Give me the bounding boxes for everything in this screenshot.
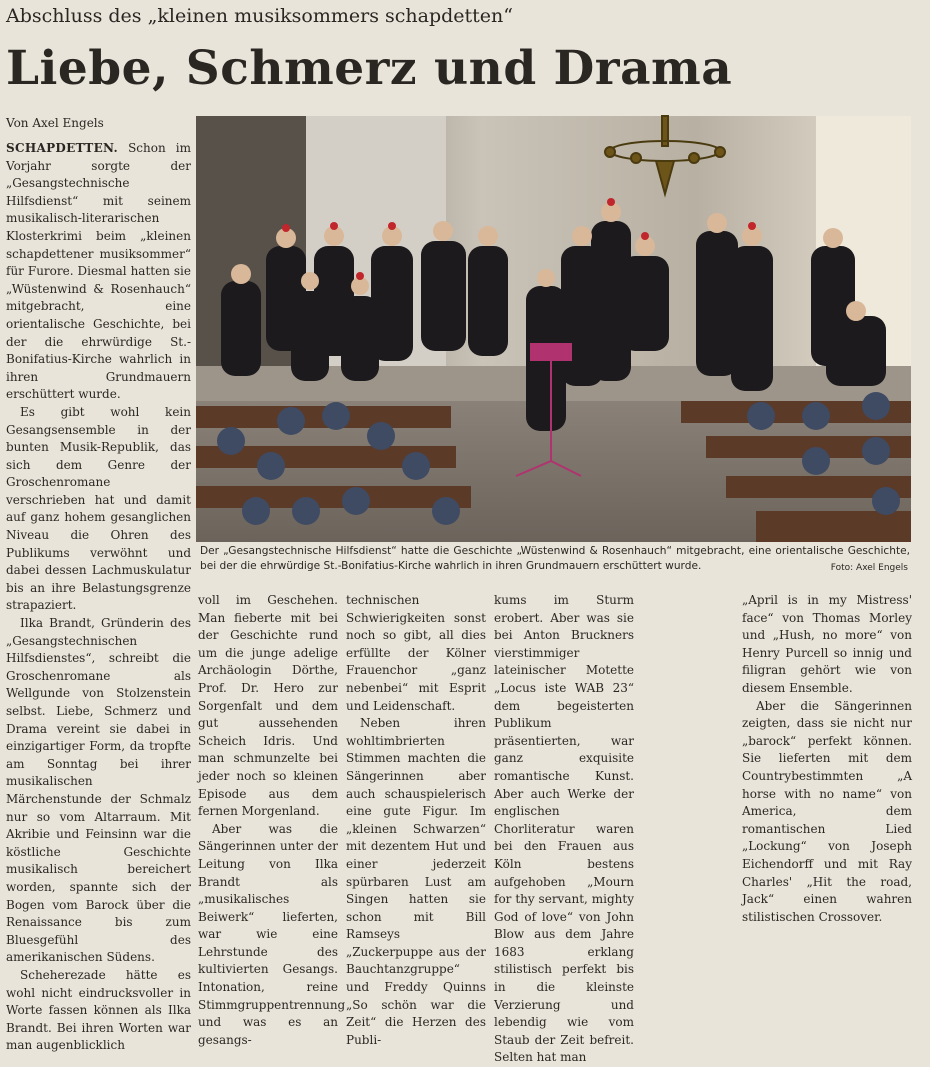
photo-caption: Der „Gesangstechnische Hilfsdienst“ hatte die Geschichte „Wüstenwind & Rosenhauch“ mitgebracht, eine orientalische Geschichte, bei der die ehrwürdige St.-Bonifatius-Kirche wahrlich in ihren Grundmauern erschüttert wurde. xyxy=(200,545,910,572)
article-column-4 xyxy=(494,592,634,1065)
choir-photo-illustration xyxy=(196,116,911,542)
article-paragraph: „April is in my Mistress' face“ von Thomas Morley und „Hush, no more“ von Henry Purcell so innig und filigran gehört wie von diesem Ensemble. xyxy=(742,593,912,695)
concert-photo xyxy=(196,116,911,542)
article-paragraph: Es gibt wohl kein Gesangsensemble in der bunten Musik-Republik, das sich dem Genre der Groschenromane verschrieben hat und damit auf ganz hohem gesanglichen Niveau die Ohren des Publikums verwöhnt und dabei dessen Lachmuskulatur bis an ihre Belastungsgrenze strapaziert. xyxy=(6,404,191,613)
article-paragraph: voll im Geschehen. Man fieberte mit bei der Geschichte rund um die junge adelige Archäologin Dörthe, Prof. Dr. Hero zur Sorgenfalt und dem gut aussehenden Scheich Idris. Und man schmunzelte bei jeder noch so kleinen Episode aus dem fernen Morgenland. xyxy=(198,593,338,819)
article-paragraph: technischen Schwierigkeiten sonst noch so gibt, all dies erfüllte der Kölner Frauenchor „ganz nebenbei“ mit Esprit und Leidenschaft. xyxy=(346,593,486,713)
article-paragraph: Aber die Sängerinnen zeigten, dass sie nicht nur „barock“ perfekt können. Sie lieferten mit dem Countrybestimmten „A horse with no name“ von America, dem romantischen Lied „Lockung“ von Joseph Eichendorff und mit Ray Charles' „Hit the road, Jack“ einen wahren stilistischen Crossover. xyxy=(742,698,912,924)
article-column-3 xyxy=(346,592,486,1047)
article-byline: Von Axel Engels xyxy=(6,116,104,130)
photo-credit: Foto: Axel Engels xyxy=(830,563,908,573)
article-paragraph: Aber was die Sängerinnen unter der Leitung von Ilka Brandt als „musikalisches Beiwerk“ lieferten, war wie eine Lehrstunde des kultivierten Gesangs. Intonation, reine Stimmgruppentrennung und was es an gesangs- xyxy=(198,821,346,1047)
article-paragraph: kums im Sturm erobert. Aber was sie bei Anton Bruckners vierstimmiger lateinischer Motette „Locus iste WAB 23“ dem begeisterten Publikum präsentierten, war ganz exquisite romantische Kunst. Aber auch Werke der englischen Chorliteratur waren bei den Frauen aus Köln bestens aufgehoben „Mourn for thy servant, mighty God of love“ von John Blow aus dem Jahre 1683 erklang stilistisch perfekt bis in die kleinste Verzierung und lebendig wie vom Staub der Zeit befreit. Selten hat man xyxy=(494,593,634,1065)
article-column-2 xyxy=(198,592,346,1047)
article-headline: Liebe, Schmerz und Drama xyxy=(6,41,733,96)
article-paragraph: Neben ihren wohltimbrierten Stimmen machten die Sängerinnen aber auch schauspielerisch eine gute Figur. Im „kleinen Schwarzen“ mit dezentem Hut und einer jederzeit spürbaren Lust am Singen hatten sie schon mit Bill Ramseys „Zuckerpuppe aus der Bauchtanzgruppe“ und Freddy Quinns „So schön war die Zeit“ die Herzen des Publi- xyxy=(346,716,486,1047)
article-paragraph: Scheherezade hätte es wohl nicht eindrucksvoller in Worte fassen können als Ilka Brandt. Bei ihren Worten war man augenblicklich xyxy=(6,967,191,1053)
article-paragraph: Ilka Brandt, Gründerin des „Gesangstechnischen Hilfsdienstes“, schreibt die Groschenromane als Wellgunde von Stolzenstein selbst. Liebe, Schmerz und Drama vereint sie dabei in einzigartiger Form, da tropfte am Sonntag bei ihrer musikalischen Märchenstunde der Schmalz nur so vom Altarraum. Mit Akribie und Feinsinn war die köstliche Geschichte musikalisch bereichert worden, spannte sich der Bogen vom Barock über die Renaissance bis zum Bluesgefühl des amerikanischen Südens. xyxy=(6,616,191,965)
article-column-5 xyxy=(742,592,912,924)
article-kicker: Abschluss des „kleinen musiksommers schapdetten“ xyxy=(6,5,513,27)
article-dateline: SCHAPDETTEN. xyxy=(6,141,118,155)
article-paragraph: SCHAPDETTEN. Schon im Vorjahr sorgte der „Gesangstechnische Hilfsdienst“ mit seinem musikalisch-literarischen Klosterkrimi beim „kleinen schapdettener musiksommer“ für Furore. Diesmal hatten sie „Wüstenwind & Rosenhauch“ mitgebracht, eine orientalische Geschichte, bei der die ehrwürdige St.-Bonifatius-Kirche wahrlich in ihren Grundmauern erschüttert wurde. xyxy=(6,141,191,402)
article-column-1 xyxy=(6,140,191,1053)
